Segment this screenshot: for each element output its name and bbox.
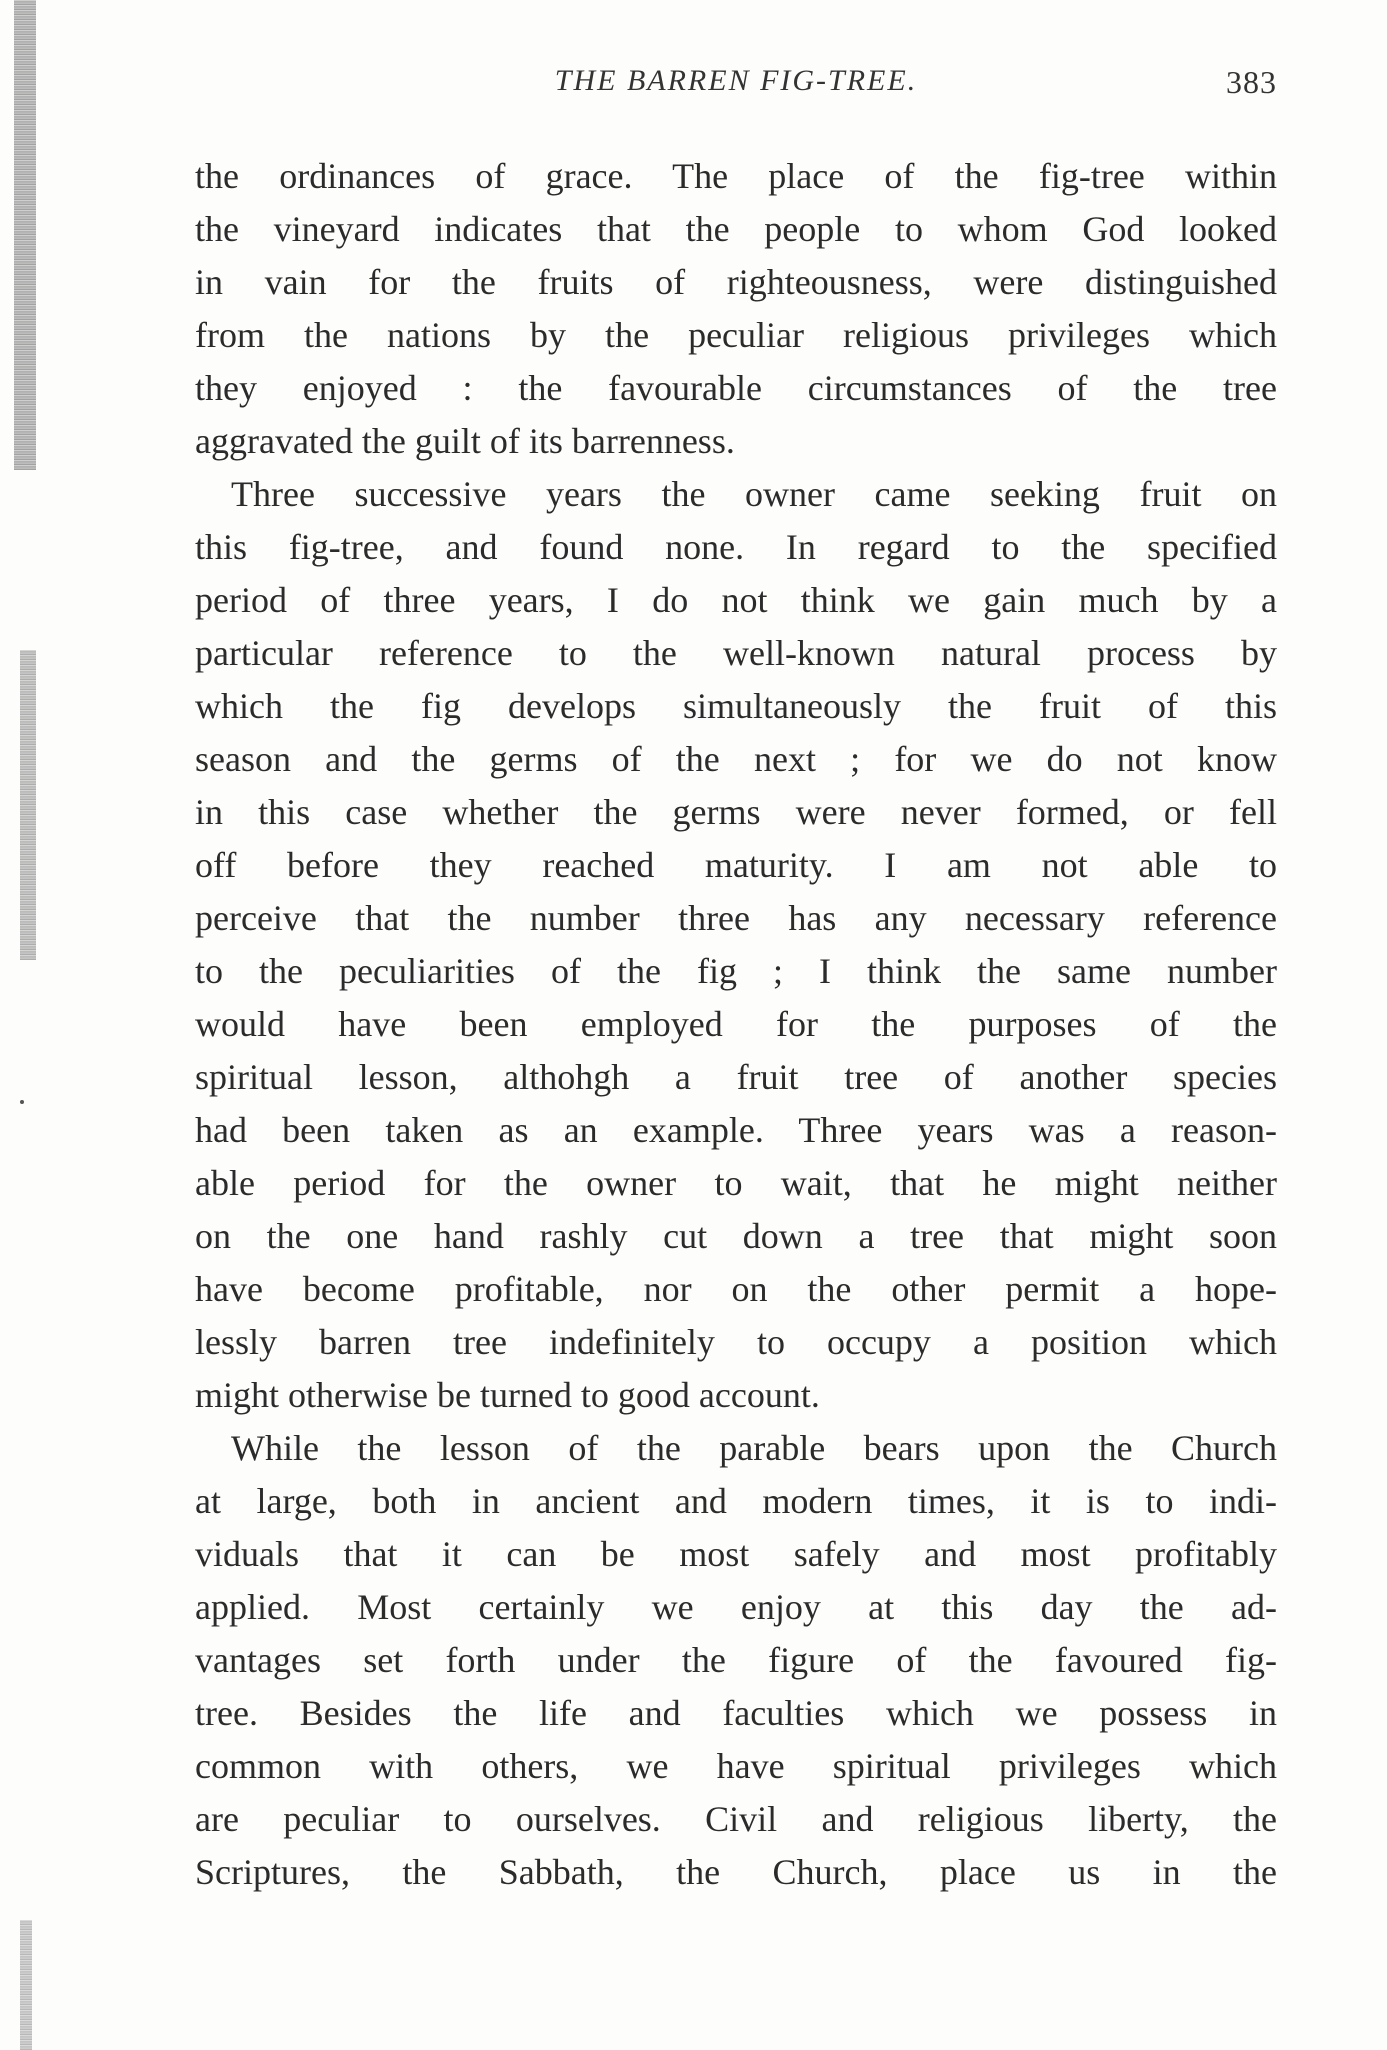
text-line: the vineyard indicates that the people to whom God looked — [195, 209, 1277, 249]
text-line: applied. Most certainly we enjoy at this day the ad- — [195, 1587, 1277, 1627]
text-line: aggravated the guilt of its barrenness. — [195, 421, 735, 461]
text-line: Three successive years the owner came seeking fruit on — [231, 474, 1277, 514]
scan-streak — [20, 1920, 32, 2050]
page-header — [195, 64, 1277, 114]
body-text — [195, 150, 1277, 1899]
text-line: had been taken as an example. Three years was a reason- — [195, 1110, 1277, 1150]
text-line: particular reference to the well-known natural process by — [195, 633, 1277, 673]
text-line: on the one hand rashly cut down a tree that might soon — [195, 1216, 1277, 1256]
text-line: While the lesson of the parable bears upon the Church — [231, 1428, 1277, 1468]
text-line: would have been employed for the purposes of the — [195, 1004, 1277, 1044]
text-line: vantages set forth under the figure of the favoured fig- — [195, 1640, 1277, 1680]
paragraph — [195, 468, 1277, 1422]
binding-edge-shadow — [0, 0, 48, 2050]
text-line: might otherwise be turned to good account. — [195, 1375, 820, 1415]
text-line: are peculiar to ourselves. Civil and religious liberty, the — [195, 1799, 1277, 1839]
text-line: common with others, we have spiritual privileges which — [195, 1746, 1277, 1786]
text-line: to the peculiarities of the fig ; I think the same number — [195, 951, 1277, 991]
text-line: able period for the owner to wait, that he might neither — [195, 1163, 1277, 1203]
text-line: perceive that the number three has any necessary reference — [195, 898, 1277, 938]
text-line: off before they reached maturity. I am not able to — [195, 845, 1277, 885]
text-line: tree. Besides the life and faculties which we possess in — [195, 1693, 1277, 1733]
text-line: viduals that it can be most safely and most profitably — [195, 1534, 1277, 1574]
text-line: Scriptures, the Sabbath, the Church, place us in the — [195, 1852, 1277, 1892]
scan-streak — [20, 650, 36, 960]
text-line: spiritual lesson, althohgh a fruit tree of another species — [195, 1057, 1277, 1097]
page-number: 383 — [1226, 64, 1277, 100]
text-line: in this case whether the germs were never formed, or fell — [195, 792, 1277, 832]
scan-speck — [20, 1100, 24, 1104]
text-line: at large, both in ancient and modern times, it is to indi- — [195, 1481, 1277, 1521]
text-line: lessly barren tree indefinitely to occupy a position which — [195, 1322, 1277, 1362]
text-line: they enjoyed : the favourable circumstances of the tree — [195, 368, 1277, 408]
running-title: THE BARREN FIG-TREE. — [554, 64, 918, 97]
paragraph — [195, 1422, 1277, 1899]
text-line: have become profitable, nor on the other permit a hope- — [195, 1269, 1277, 1309]
text-line: which the fig develops simultaneously the fruit of this — [195, 686, 1277, 726]
scan-streak — [14, 0, 36, 470]
text-line: this fig-tree, and found none. In regard to the specified — [195, 527, 1277, 567]
paragraph — [195, 150, 1277, 468]
text-line: the ordinances of grace. The place of the fig-tree within — [195, 156, 1277, 196]
text-line: season and the germs of the next ; for we do not know — [195, 739, 1277, 779]
text-line: in vain for the fruits of righteousness, were distinguished — [195, 262, 1277, 302]
text-line: period of three years, I do not think we gain much by a — [195, 580, 1277, 620]
text-line: from the nations by the peculiar religious privileges which — [195, 315, 1277, 355]
